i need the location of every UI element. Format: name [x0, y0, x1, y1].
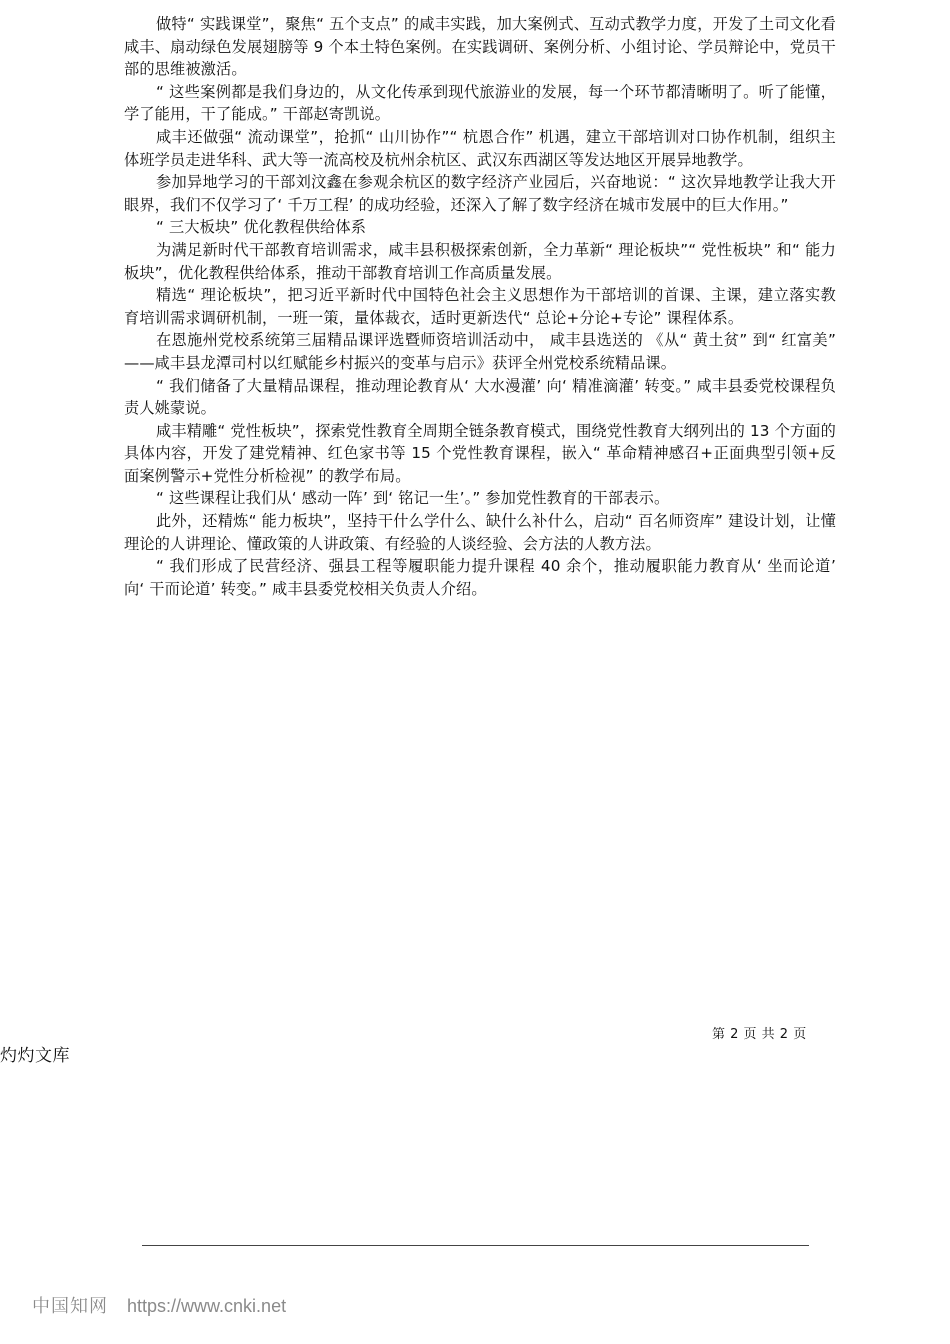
footer-divider	[142, 1245, 809, 1246]
paragraph: 为满足新时代干部教育培训需求，咸丰县积极探索创新，全力革新“ 理论板块”“ 党性板块” 和“ 能力板块”，优化教程供给体系，推动干部教育培训工作高质量发展。	[124, 240, 836, 282]
paragraph: “ 这些课程让我们从‘ 感动一阵’ 到‘ 铭记一生’。” 参加党性教育的干部表示。	[156, 489, 670, 508]
paragraph: 咸丰精雕“ 党性板块”，探索党性教育全周期全链条教育模式，围绕党性教育大纲列出的 13 个方面的具体内容，开发了建党精神、红色家书等 15 个党性教育课程，嵌入“ 革命精神感召+正面典型引领+反面案例警示+党性分析检视” 的教学布局。	[124, 421, 836, 485]
paragraph: “ 这些案例都是我们身边的，从文化传承到现代旅游业的发展，每一个环节都清晰明了。听了能懂，学了能用，干了能成。” 干部赵寄凯说。	[124, 82, 836, 124]
paragraph: 在恩施州党校系统第三届精品课评选暨师资培训活动中， 咸丰县选送的 《从“ 黄土贫” 到“ 红富美” ——咸丰县龙潭司村以红赋能乡村振兴的变革与启示》获评全州党校系统精品课。	[124, 331, 836, 372]
paragraph: 做特“ 实践课堂”，聚焦“ 五个支点” 的咸丰实践，加大案例式、互动式教学力度，开发了土司文化看咸丰、扇动绿色发展翅膀等 9 个本土特色案例。在实践调研、案例分析、小组讨论、学员辩论中，党员干部的思维被激活。	[124, 15, 836, 79]
page-number: 第 2 页 共 2 页	[712, 1027, 807, 1042]
footer	[32, 1293, 286, 1319]
section-heading: “ 三大板块” 优化教程供给体系	[156, 218, 367, 237]
paragraph: 此外，还精炼“ 能力板块”，坚持干什么学什么、缺什么补什么，启动“ 百名师资库” 建设计划，让懂理论的人讲理论、懂政策的人讲政策、有经验的人谈经验、会方法的人教方法。	[124, 512, 836, 553]
footer-site-link[interactable]: https://www.cnki.net	[127, 1296, 287, 1316]
paragraph: “ 我们储备了大量精品课程，推动理论教育从‘ 大水漫灌’ 向‘ 精准滴灌’ 转变。” 咸丰县委党校课程负责人姚蒙说。	[124, 376, 836, 418]
footer-site-name: 中国知网	[32, 1296, 108, 1316]
paragraph: 咸丰还做强“ 流动课堂”，抢抓“ 山川协作”“ 杭恩合作” 机遇，建立干部培训对口协作机制，组织主体班学员走进华科、武大等一流高校及杭州余杭区、武汉东西湖区等发达地区开展异地教学。	[124, 127, 836, 169]
paragraph: “ 我们形成了民营经济、强县工程等履职能力提升课程 40 余个，推动履职能力教育从‘ 坐而论道’ 向‘ 干而论道’ 转变。” 咸丰县委党校相关负责人介绍。	[124, 557, 836, 598]
watermark-text: 灼灼文库	[0, 1046, 70, 1066]
paragraph: 参加异地学习的干部刘汶鑫在参观余杭区的数字经济产业园后，兴奋地说：“ 这次异地教学让我大开眼界，我们不仅学习了‘ 千万工程’ 的成功经验，还深入了解了数字经济在城市发展中的巨大作用。”	[124, 173, 836, 214]
article-body	[124, 13, 836, 600]
paragraph: 精选“ 理论板块”，把习近平新时代中国特色社会主义思想作为干部培训的首课、主课，建立落实教育培训需求调研机制，一班一策，量体裁衣，适时更新迭代“ 总论+分论+专论” 课程体系。	[124, 286, 836, 327]
